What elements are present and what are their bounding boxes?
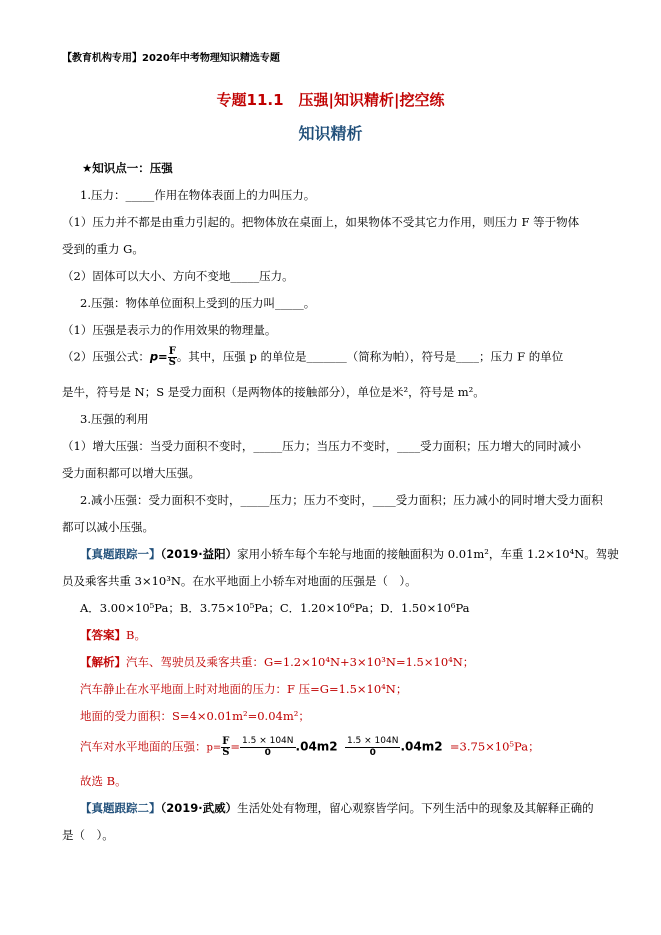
formula-fraction: $\frac{F}{S}$ bbox=[168, 346, 176, 368]
answer-tag: 【答案】 bbox=[80, 628, 126, 642]
paragraph-line: （1）压强是表示力的作用效果的物理量。 bbox=[62, 323, 277, 337]
paragraph-line: 受到的重力 G。 bbox=[62, 242, 144, 256]
solution-line: 汽车静止在水平地面上时对地面的压力：F 压=G=1.5×10⁴N； bbox=[80, 682, 408, 696]
paragraph-line: 2.减小压强：受力面积不变时，_____压力；压力不变时，____受力面积；压力减小的同时增大受力面积 bbox=[80, 493, 603, 507]
question-tag: 【真题跟踪二】 bbox=[80, 801, 161, 815]
paragraph-line: （2）固体可以大小、方向不变地_____压力。 bbox=[62, 269, 294, 283]
paragraph-line: 受力面积都可以增大压强。 bbox=[62, 466, 200, 480]
paragraph-line: 1.压力：_____作用在物体表面上的力叫压力。 bbox=[80, 188, 316, 202]
question-source: （2019·武威） bbox=[160, 801, 238, 815]
question-source: （2019·益阳） bbox=[160, 547, 238, 561]
question-2-line: 【真题跟踪二】（2019·武威）生活处处有物理，留心观察皆学问。下列生活中的现象及其解释正确的 bbox=[80, 801, 594, 815]
question-1-line: 【真题跟踪一】（2019·益阳）家用小轿车每个车轮与地面的接触面积为 0.01m²，车重 1.2×10⁴N。驾驶 bbox=[80, 547, 619, 561]
question-tag: 【真题跟踪一】 bbox=[80, 547, 161, 561]
paragraph-line: 都可以减小压强。 bbox=[62, 520, 154, 534]
solution-line: 故选 B。 bbox=[80, 774, 127, 788]
formula-line: （2）压强公式：p= $\frac{F}{S}$ 。其中，压强 p 的单位是_______（简称为帕），符号是____；压力 F 的单位 bbox=[62, 346, 564, 368]
answer-value: B。 bbox=[126, 628, 146, 642]
paragraph-line: 员及乘客共重 3×10³N。在水平地面上小轿车对地面的压强是（ ）。 bbox=[62, 574, 417, 588]
page-header: 【教育机构专用】2020年中考物理知识精选专题 bbox=[62, 53, 280, 64]
paragraph-line: 3.压强的利用 bbox=[80, 412, 149, 426]
solution-line: 【解析】汽车、驾驶员及乘客共重：G=1.2×10⁴N+3×10³N=1.5×10⁴N； bbox=[80, 655, 475, 669]
knowledge-point-heading: ★知识点一：压强 bbox=[82, 161, 173, 175]
solution-line: 地面的受力面积：S=4×0.01m²=0.04m²； bbox=[80, 709, 310, 723]
answer-line bbox=[80, 627, 146, 643]
paragraph-line: （1）压力并不都是由重力引起的。把物体放在桌面上，如果物体不受其它力作用，则压力 F 等于物体 bbox=[62, 215, 580, 229]
paragraph-line: 是牛，符号是 N；S 是受力面积（是两物体的接触部分），单位是米²，符号是 m²。 bbox=[62, 385, 485, 399]
formula-p: p= bbox=[149, 349, 168, 364]
section-subtitle: 知识精析 bbox=[298, 124, 363, 143]
paragraph-line: （1）增大压强：当受力面积不变时，_____压力；当压力不变时，____受力面积；压力增大的同时减小 bbox=[62, 439, 582, 453]
question-options: A．3.00×10⁵Pa；B．3.75×10⁵Pa；C．1.20×10⁶Pa；D．1.50×10⁶Pa bbox=[80, 601, 470, 615]
solution-formula-line: 汽车对水平地面的压强：p= $\frac{F}{S}$ = $\frac{1.5 \times 104N}{0}$ .04m2 $\frac{1.5 \times 104N}{0}$ .04m2 =3.75×10⁵Pa； bbox=[80, 736, 540, 758]
page-title: 专题11.1 压强|知识精析|挖空练 bbox=[216, 91, 445, 109]
paragraph-line: 是（ ）。 bbox=[62, 828, 114, 842]
solution-tag: 【解析】 bbox=[80, 655, 126, 669]
paragraph-line: 2.压强：物体单位面积上受到的压力叫_____。 bbox=[80, 296, 316, 310]
